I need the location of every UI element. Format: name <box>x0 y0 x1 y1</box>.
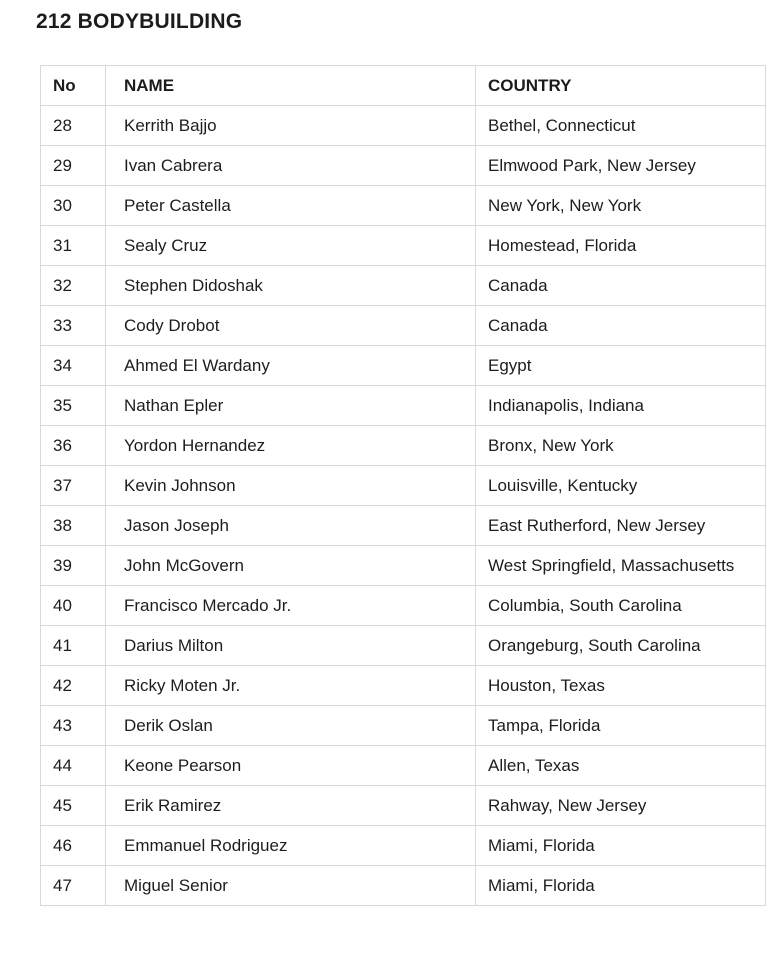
cell-country: Allen, Texas <box>476 746 766 786</box>
cell-country: Miami, Florida <box>476 826 766 866</box>
table-row <box>41 226 766 266</box>
cell-no: 34 <box>41 346 106 386</box>
table-row <box>41 426 766 466</box>
table-row <box>41 106 766 146</box>
cell-name: Ivan Cabrera <box>106 146 476 186</box>
column-header-no: No <box>41 66 106 106</box>
cell-name: Erik Ramirez <box>106 786 476 826</box>
cell-no: 33 <box>41 306 106 346</box>
cell-country: Miami, Florida <box>476 866 766 906</box>
table-row <box>41 346 766 386</box>
cell-country: Tampa, Florida <box>476 706 766 746</box>
cell-name: Keone Pearson <box>106 746 476 786</box>
cell-no: 39 <box>41 546 106 586</box>
cell-name: Cody Drobot <box>106 306 476 346</box>
cell-name: Ahmed El Wardany <box>106 346 476 386</box>
cell-no: 36 <box>41 426 106 466</box>
cell-country: Orangeburg, South Carolina <box>476 626 766 666</box>
cell-country: Canada <box>476 266 766 306</box>
cell-country: Louisville, Kentucky <box>476 466 766 506</box>
cell-no: 45 <box>41 786 106 826</box>
cell-country: New York, New York <box>476 186 766 226</box>
cell-no: 41 <box>41 626 106 666</box>
cell-no: 46 <box>41 826 106 866</box>
table-row <box>41 746 766 786</box>
cell-name: Sealy Cruz <box>106 226 476 266</box>
cell-no: 47 <box>41 866 106 906</box>
cell-name: Emmanuel Rodriguez <box>106 826 476 866</box>
cell-no: 43 <box>41 706 106 746</box>
column-header-name: NAME <box>106 66 476 106</box>
table-row <box>41 706 766 746</box>
cell-no: 37 <box>41 466 106 506</box>
competitor-table <box>40 65 766 906</box>
cell-country: Canada <box>476 306 766 346</box>
table-row <box>41 626 766 666</box>
cell-name: John McGovern <box>106 546 476 586</box>
cell-country: Homestead, Florida <box>476 226 766 266</box>
cell-name: Francisco Mercado Jr. <box>106 586 476 626</box>
cell-country: Columbia, South Carolina <box>476 586 766 626</box>
cell-country: Bronx, New York <box>476 426 766 466</box>
table-body <box>41 106 766 906</box>
table-row <box>41 666 766 706</box>
cell-no: 28 <box>41 106 106 146</box>
cell-name: Nathan Epler <box>106 386 476 426</box>
column-header-country: COUNTRY <box>476 66 766 106</box>
cell-no: 38 <box>41 506 106 546</box>
cell-country: Bethel, Connecticut <box>476 106 766 146</box>
table-row <box>41 186 766 226</box>
cell-country: Elmwood Park, New Jersey <box>476 146 766 186</box>
table-row <box>41 586 766 626</box>
cell-name: Derik Oslan <box>106 706 476 746</box>
cell-country: Egypt <box>476 346 766 386</box>
page-title: 212 BODYBUILDING <box>36 10 243 33</box>
cell-no: 40 <box>41 586 106 626</box>
cell-name: Darius Milton <box>106 626 476 666</box>
table-row <box>41 546 766 586</box>
cell-no: 30 <box>41 186 106 226</box>
cell-country: Houston, Texas <box>476 666 766 706</box>
cell-country: East Rutherford, New Jersey <box>476 506 766 546</box>
cell-name: Stephen Didoshak <box>106 266 476 306</box>
cell-country: Indianapolis, Indiana <box>476 386 766 426</box>
table-header-row <box>41 66 766 106</box>
table-row <box>41 506 766 546</box>
cell-country: Rahway, New Jersey <box>476 786 766 826</box>
table-row <box>41 786 766 826</box>
cell-name: Kevin Johnson <box>106 466 476 506</box>
cell-name: Peter Castella <box>106 186 476 226</box>
table-row <box>41 466 766 506</box>
table-row <box>41 266 766 306</box>
cell-name: Yordon Hernandez <box>106 426 476 466</box>
table-header <box>41 66 766 106</box>
table-row <box>41 146 766 186</box>
table-row <box>41 866 766 906</box>
cell-no: 31 <box>41 226 106 266</box>
cell-name: Ricky Moten Jr. <box>106 666 476 706</box>
cell-no: 35 <box>41 386 106 426</box>
cell-name: Miguel Senior <box>106 866 476 906</box>
table-row <box>41 306 766 346</box>
cell-name: Jason Joseph <box>106 506 476 546</box>
cell-no: 44 <box>41 746 106 786</box>
cell-no: 32 <box>41 266 106 306</box>
cell-name: Kerrith Bajjo <box>106 106 476 146</box>
cell-no: 42 <box>41 666 106 706</box>
table-row <box>41 826 766 866</box>
table-row <box>41 386 766 426</box>
cell-no: 29 <box>41 146 106 186</box>
cell-country: West Springfield, Massachusetts <box>476 546 766 586</box>
